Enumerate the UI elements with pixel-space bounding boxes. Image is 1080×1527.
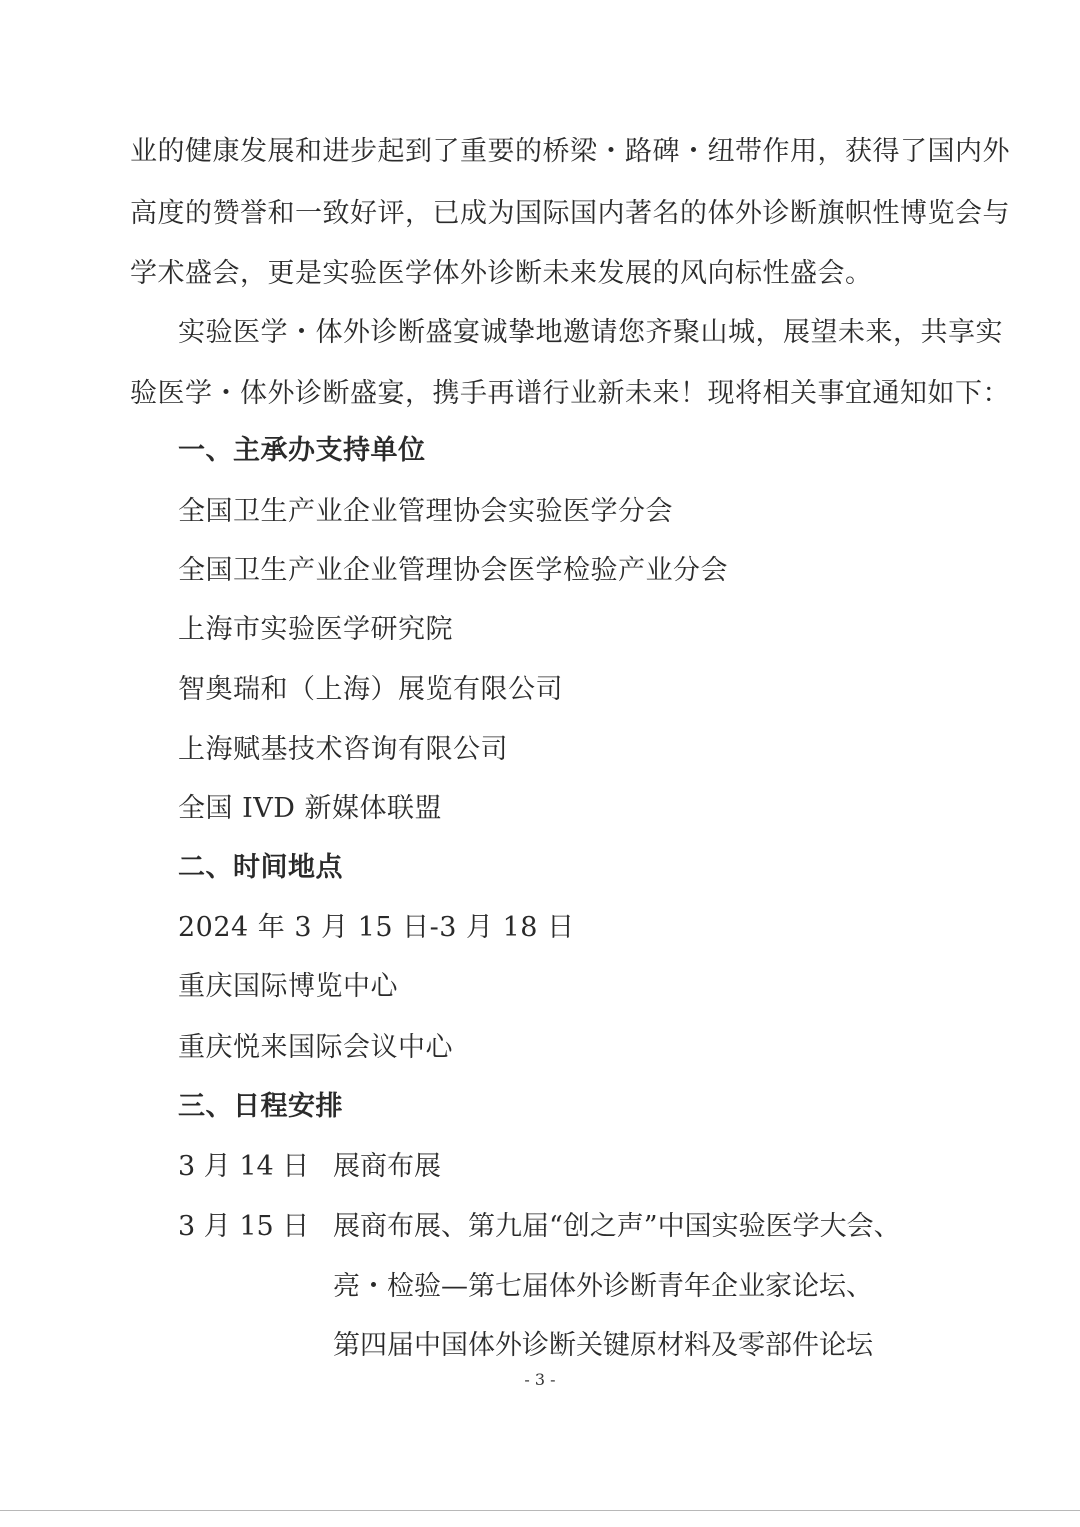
schedule-date: 3 月 14 日 — [178, 1151, 310, 1182]
schedule-activity: 展商布展、第九届“创之声”中国实验医学大会、 — [333, 1211, 901, 1242]
body-paragraph-line: 业的健康发展和进步起到了重要的桥梁・路碑・纽带作用，获得了国内外 — [130, 136, 1010, 167]
body-paragraph-line: 高度的赞誉和一致好评，已成为国际国内著名的体外诊断旗帜性博览会与 — [130, 198, 1010, 229]
organizer-item: 全国 IVD 新媒体联盟 — [178, 793, 442, 824]
section-heading-time-place: 二、时间地点 — [178, 852, 343, 883]
event-date: 2024 年 3 月 15 日-3 月 18 日 — [178, 912, 575, 943]
body-paragraph-line: 验医学・体外诊断盛宴，携手再谱行业新未来！现将相关事宜通知如下： — [130, 378, 1010, 409]
page-number: - 3 - — [524, 1370, 556, 1389]
schedule-activity: 展商布展 — [333, 1151, 441, 1182]
organizer-item: 智奥瑞和（上海）展览有限公司 — [178, 674, 563, 705]
page-bottom-edge — [0, 1510, 1080, 1511]
organizer-item: 全国卫生产业企业管理协会实验医学分会 — [178, 496, 673, 527]
schedule-date: 3 月 15 日 — [178, 1211, 310, 1242]
schedule-activity: 第四届中国体外诊断关键原材料及零部件论坛 — [333, 1330, 873, 1361]
section-heading-schedule: 三、日程安排 — [178, 1091, 343, 1122]
organizer-item: 上海赋基技术咨询有限公司 — [178, 734, 508, 765]
organizer-item: 全国卫生产业企业管理协会医学检验产业分会 — [178, 555, 728, 586]
venue-item: 重庆国际博览中心 — [178, 971, 398, 1002]
body-paragraph-line: 学术盛会，更是实验医学体外诊断未来发展的风向标性盛会。 — [130, 258, 873, 289]
venue-item: 重庆悦来国际会议中心 — [178, 1032, 453, 1063]
schedule-activity: 亮・检验—第七届体外诊断青年企业家论坛、 — [333, 1271, 873, 1302]
organizer-item: 上海市实验医学研究院 — [178, 614, 453, 645]
section-heading-organizers: 一、主承办支持单位 — [178, 435, 426, 466]
body-paragraph-line: 实验医学・体外诊断盛宴诚挚地邀请您齐聚山城，展望未来，共享实 — [178, 317, 1003, 348]
